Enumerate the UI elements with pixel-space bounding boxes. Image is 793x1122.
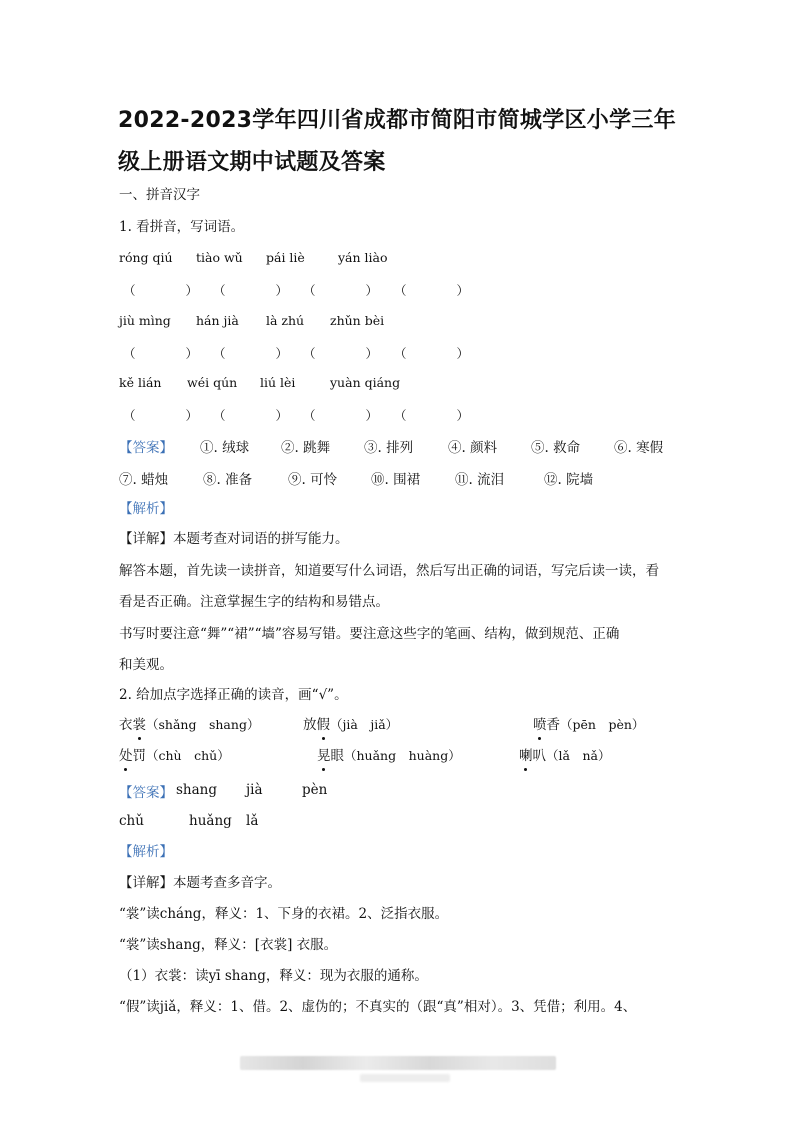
answer-item: ①. 绒球 xyxy=(200,440,250,456)
pinyin-item: yuàn qiáng xyxy=(330,375,401,390)
answer-item: ⑨. 可怜 xyxy=(288,472,338,488)
answer-item: ③. 排列 xyxy=(364,440,414,456)
pinyin-item: kě lián xyxy=(119,375,162,390)
reading-options: （chù chǔ） xyxy=(146,748,230,763)
char: 眼 xyxy=(330,748,344,764)
answer-blank: （ ） xyxy=(123,283,199,298)
dotted-word-item xyxy=(533,716,644,734)
dotted-word-item xyxy=(519,747,610,765)
reading-options: （pēn pèn） xyxy=(560,717,645,732)
paragraph: 书写时要注意“舞”“裙”“墙”容易写错。要注意这些字的笔画、结构，做到规范、正确 xyxy=(119,626,620,642)
answer-item: pèn xyxy=(302,782,328,798)
pinyin-item: jiù mìng xyxy=(119,313,171,328)
analysis-tag: 【解析】 xyxy=(119,844,173,860)
answer-blank: （ ） xyxy=(213,283,289,298)
pinyin-item: pái liè xyxy=(266,250,305,265)
answer-blank: （ ） xyxy=(394,283,470,298)
detail-text: 【详解】本题考查对词语的拼写能力。 xyxy=(119,531,349,547)
reading-options: （huǎng huàng） xyxy=(344,748,461,763)
char: 香 xyxy=(546,717,560,733)
blurred-footer-watermark xyxy=(360,1074,450,1082)
answer-blank: （ ） xyxy=(213,346,289,361)
paragraph: “裳”读cháng，释义：1、下身的衣裙。2、泛指衣服。 xyxy=(119,906,449,922)
char: 放 xyxy=(303,717,317,733)
analysis-tag: 【解析】 xyxy=(119,501,173,517)
dotted-char: 假 xyxy=(316,717,330,733)
pinyin-item: tiào wǔ xyxy=(196,250,243,265)
dotted-word-item xyxy=(303,716,398,734)
answer-item: ⑥. 寒假 xyxy=(614,440,664,456)
answer-blank: （ ） xyxy=(303,408,379,423)
answer-item: lǎ xyxy=(246,813,259,829)
answer-tag: 【答案】 xyxy=(119,440,173,456)
dotted-word-item xyxy=(119,716,259,734)
char: 叭 xyxy=(532,748,546,764)
paragraph: 解答本题，首先读一读拼音，知道要写什么词语，然后写出正确的词语，写完后读一读，看 xyxy=(119,563,659,579)
answer-item: ⑤. 救命 xyxy=(531,440,581,456)
answer-blank: （ ） xyxy=(394,408,470,423)
blurred-footer-watermark xyxy=(240,1056,556,1070)
question-1-prompt: 1. 看拼音，写词语。 xyxy=(119,219,245,235)
paragraph: 看是否正确。注意掌握生字的结构和易错点。 xyxy=(119,594,389,610)
pinyin-item: là zhú xyxy=(266,313,305,328)
pinyin-item: yán liào xyxy=(338,250,388,265)
dotted-char: 处 xyxy=(119,748,133,764)
pinyin-item: róng qiú xyxy=(119,250,173,265)
answer-item: shang xyxy=(176,782,218,798)
document-title: 2022-2023学年四川省成都市简阳市简城学区小学三年级上册语文期中试题及答案 xyxy=(118,108,676,175)
answer-item: ⑧. 准备 xyxy=(203,472,253,488)
pinyin-item: wéi qún xyxy=(187,375,238,390)
question-2-prompt: 2. 给加点字选择正确的读音，画“√”。 xyxy=(119,687,348,703)
char: 罚 xyxy=(132,748,146,764)
answer-item: ⑫. 院墙 xyxy=(544,472,594,488)
pinyin-item: liú lèi xyxy=(260,375,296,390)
answer-tag: 【答案】 xyxy=(119,785,173,801)
paragraph: 和美观。 xyxy=(119,657,173,673)
answer-blank: （ ） xyxy=(394,346,470,361)
answer-blank: （ ） xyxy=(123,346,199,361)
paragraph: “假”读jiǎ，释义：1、借。2、虚伪的；不真实的（跟“真”相对）。3、凭借；利用。4、 xyxy=(119,999,637,1015)
answer-item: ④. 颜料 xyxy=(448,440,498,456)
dotted-char: 喷 xyxy=(533,717,547,733)
answer-item: ⑪. 流泪 xyxy=(455,472,505,488)
dotted-char: 裳 xyxy=(132,717,146,733)
answer-blank: （ ） xyxy=(303,283,379,298)
char: 衣 xyxy=(119,717,133,733)
dotted-word-item xyxy=(317,747,461,765)
answer-blank: （ ） xyxy=(123,408,199,423)
dotted-word-item xyxy=(119,747,230,765)
answer-item: ⑦. 蜡烛 xyxy=(119,472,169,488)
pinyin-item: hán jià xyxy=(196,313,239,328)
section-heading: 一、拼音汉字 xyxy=(119,187,200,203)
answer-item: ⑩. 围裙 xyxy=(371,472,421,488)
paragraph: （1）衣裳：读yī shang，释义：现为衣服的通称。 xyxy=(119,968,428,984)
answer-blank: （ ） xyxy=(213,408,289,423)
paragraph: “裳”读shang，释义：[衣裳] 衣服。 xyxy=(119,937,338,953)
pinyin-item: zhǔn bèi xyxy=(330,313,385,328)
answer-blank: （ ） xyxy=(303,346,379,361)
answer-item: ②. 跳舞 xyxy=(281,440,331,456)
dotted-char: 晃 xyxy=(317,748,331,764)
answer-item: chǔ xyxy=(119,813,144,829)
answer-item: jià xyxy=(246,782,263,798)
answer-item: huǎng xyxy=(189,813,232,829)
dotted-char: 喇 xyxy=(519,748,533,764)
reading-options: （lǎ nǎ） xyxy=(546,748,611,763)
detail-text: 【详解】本题考查多音字。 xyxy=(119,875,281,891)
reading-options: （jià jiǎ） xyxy=(330,717,399,732)
reading-options: （shǎng shang） xyxy=(146,717,260,732)
